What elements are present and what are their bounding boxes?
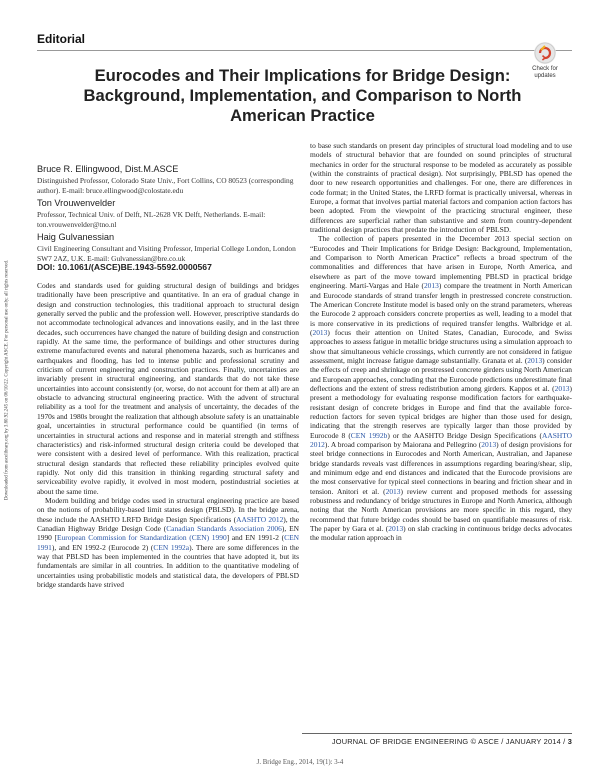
ref-link[interactable]: 2013 [527, 355, 543, 365]
ref-link[interactable]: AASHTO 2012 [310, 430, 572, 449]
text-run: ), the Canadian Highway Bridge Design Code ( [37, 514, 300, 533]
author-name: Ton Vrouwenvelder [37, 198, 116, 208]
citation-line: J. Bridge Eng., 2014, 19(1): 3-4 [256, 759, 344, 766]
ref-link[interactable]: 2013 [423, 281, 439, 291]
paragraph [37, 496, 299, 589]
author-block-1 [37, 164, 299, 195]
author-affiliation: Civil Engineering Consultant and Visiting Professor, Imperial College London, London SW7 2AZ, U.K. E-mail: Gulvanessian@bre.co.uk [37, 244, 296, 263]
author-name: Haig Gulvanessian [37, 232, 115, 242]
header-divider [37, 50, 572, 51]
right-column [310, 141, 572, 543]
author-affiliation: Professor, Technical Univ. of Delft, NL-2628 VK Delft, Netherlands. E-mail: ton.vrouwenvelder@tno.nl [37, 210, 266, 229]
text-run: ), and EN 1992-2 (Eurocode 2) ( [51, 542, 154, 552]
paragraph: to base such standards on present day principles of structural load modeling and to use models of structural behavior that are founded on sound principles of structural mechanics in order for the structural response to be modeled as accurately as possible (within the constraints of practical design). Not surprisingly, PBLSD has opened the door to new research opportunities and challenges. For one, there are differences in code format; in the United States, the LRFD format is practically universal, whereas in Europe, a format that involves partial material factors and companion action factors has been adopted. From the viewpoint of the practicing structural engineer, these differences are superficial rather than substantive and stem from country-dependent traditional design practices that predate the introduction of PBLSD. [310, 141, 572, 235]
ref-link[interactable]: 2013 [554, 383, 570, 393]
author-affiliation: Distinguished Professor, Colorado State Univ., Fort Collins, CO 80523 (corresponding author). E-mail: bruce.ellingwood@colostate.edu [37, 176, 294, 195]
text-run: ) consider the effects of creep and shrinkage on prestressed concrete girders using North American and European approaches, concluding that the Eurocode predictions underestimate final deflections and the extent of stress redistribution among girders. Kappos et al. ( [310, 355, 572, 393]
side-note-text: Downloaded from ascelibrary.org by 3.80.92.245 on 06/10/22. Copyright ASCE. For personal use only; all rights reserved. [4, 259, 10, 501]
doi-link[interactable]: DOI: 10.1061/(ASCE)BE.1943-5592.0000567 [37, 262, 212, 272]
text-run: ) present a methodology for evaluating response modification factors for earthquake-resistant design of concrete bridges in Europe and find that the available force-reduction factors for seven typical bridges are higher than those used for design, indicating that the strength reserves are typically larger than those provided by Eurocode 8 ( [310, 383, 572, 440]
author-block-3 [37, 232, 299, 263]
journal-line: JOURNAL OF BRIDGE ENGINEERING © ASCE / JANUARY 2014 / [331, 737, 568, 746]
text-run: ) review current and proposed methods for assessing robustness and redundancy of bridge structures in Europe and North America, although noting that the North American provisions are more specific in this regard, they recommend that future bridge codes should be based on quantifiable measures of risk. The paper by Gara et al. ( [310, 486, 572, 534]
download-side-note [0, 170, 14, 590]
text-run: ) on slab cracking in continuous bridge decks advocates the modular ration approach in [310, 524, 572, 543]
author-block-2 [37, 198, 299, 229]
text-run: ), EN 1990 [ [37, 523, 299, 543]
ref-link[interactable]: CEN 1992b [350, 430, 388, 440]
text-run: ). There are some differences in the way that PBLSD has been implemented in the countries that have adopted it, but its fundamentals are similar in all countries. In addition to the quantitative modeling of uncertainties using probabilistic models and statistical data, the developers of PBLSD bridge standards have strived [37, 542, 299, 589]
section-label: Editorial [37, 32, 86, 46]
refresh-icon [534, 42, 556, 64]
ref-link[interactable]: European Commission for Standardization (CEN) 1990 [57, 533, 227, 543]
badge-line2: updates [534, 73, 556, 79]
ref-link[interactable]: Canadian Standards Association 2006 [166, 523, 282, 533]
page-number: 3 [567, 737, 572, 746]
ref-link[interactable]: AASHTO 2012 [236, 514, 284, 524]
ref-link[interactable]: 2013 [481, 440, 497, 449]
text-run: The collection of papers presented in the December 2013 special section on “Eurocodes and Their Implications for Bridge Design: Background, Implementation, and Comparison to North American Practice” reflects a broad spectrum of the commonalities and differences that have arisen in Europe, North America, and elsewhere as part of the move toward implementing PBLSD in practical bridge engineering. Martí-Vargas and Hale ( [310, 234, 572, 291]
text-run: Modern building and bridge codes used in structural engineering practice are based on the notions of probability-based limit states design (PBLSD). In the bridge arena, these include the AASHTO LRFD Bridge Design Specifications ( [37, 495, 299, 524]
text-run: ) compare the treatment in North American and Eurocode standards of strand transfer length in prestressed concrete construction. The American Concrete Institute model is based only on the strand parameters, whereas the Eurocode 2 approach considers concrete properties as well, leading to a model that is more conservative in its predictions of required transfer lengths. Walbridge et al. ( [310, 281, 573, 337]
badge-line1: Check for [532, 66, 558, 72]
paragraph: Codes and standards used for guiding structural design of buildings and bridges traditionally have been prescriptive and quantitative. In an era of gradual change in design and construction technologies, this traditional approach to structural design generally served the public and the profession well. However, prescriptive standards do not accommodate technological advances and innovations easily, and in the last three decades, such occurrences have changed the nature of building design and construction rapidly. At the same time, the performance of buildings and other structures during extreme manufactured events and natural phenomena hazards, such as hurricanes and earthquakes and flooding, has led to intense public and professional scrutiny and criticism of current engineering and construction practices. Finally, uncertainties are invariably present in structural engineering, and standards that do not take these uncertainties into account consistently (or, worse, do not account for them at all) are an obstacle to advancing structural engineering practice. With the advent of structural reliability as a tool for the treatment and analysis of uncertainty, the decades of the 1970s and 1980s brought the realization that although absolute safety is an unattainable goal, uncertainties in structural performance could be quantified (in terms of uncertainties in structural actions and response and in material strength and stiffness characteristics) and risk-informed structural design criteria could be developed that were consistent with a desired level of performance. With this realization, practical structural design standards that reflected these reliability principles evolved quite rapidly. Not only did this transition in thinking regarding structural safety and serviceability evolve rapidly, it evolved in most modern, postindustrial societies at about the same time. [37, 281, 299, 496]
journal-footer [302, 737, 572, 746]
text-run: ). A broad comparison by Maiorana and Pellegrino ( [324, 440, 482, 449]
text-run: ) or the AASHTO Bridge Design Specifications ( [387, 430, 542, 440]
ref-link[interactable]: 2013 [385, 486, 401, 496]
text-run: ) of design provisions for steel bridge connections in Eurocodes and North American, Australian, and Japanese bridge standards reveals vast differences in assumptions regarding bearing/shear, slip, and minimum edge and end distances and indicated that the Eurocode provisions are the most conservative for typical steel connections in bearing and friction shear and in tension. Anitori et al. ( [310, 440, 572, 496]
ref-link[interactable]: CEN 1991 [37, 533, 299, 552]
article-title: Eurocodes and Their Implications for Bridge Design: Background, Implementation, and Comparison to North American Practice [83, 66, 522, 125]
ref-link[interactable]: 2013 [312, 327, 328, 337]
text-run: ) focus their attention on United States, Canadian, Eurocode, and Swiss approaches to assess fatigue in metallic bridge structures using a simulation approach to show that simultaneous vehicle crossings, which currently are not considered in fatigue assessment, might increase fatigue damage substantially. Granata et al. ( [310, 327, 572, 365]
text-run: ] and EN 1991-2 ( [226, 533, 285, 543]
paragraph [310, 234, 572, 542]
ref-link[interactable]: 2013 [388, 524, 404, 534]
ref-link[interactable]: CEN 1992a [153, 542, 190, 552]
left-column [37, 281, 299, 589]
footer-divider [302, 733, 572, 734]
author-name: Bruce R. Ellingwood, Dist.M.ASCE [37, 164, 179, 174]
